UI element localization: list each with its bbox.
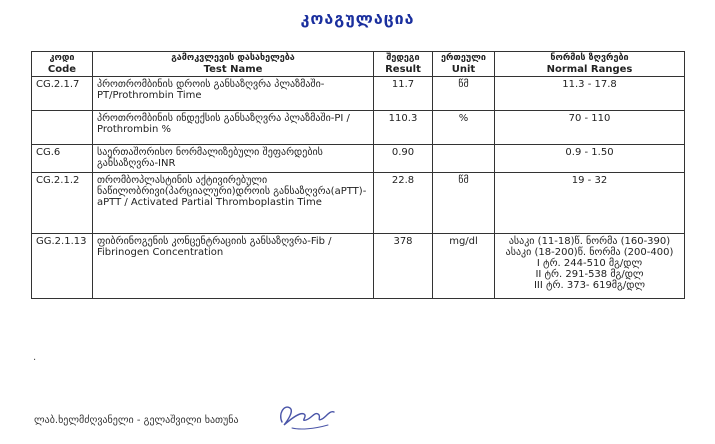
range-line: II ტრ. 291-538 მგ/დლ xyxy=(535,269,644,280)
header-code-ka: კოდი xyxy=(49,53,75,63)
cell-range: 0.9 - 1.50 xyxy=(495,145,685,173)
range-line: ასაკი (18-200)წ. ნორმა (200-400) xyxy=(505,247,674,258)
cell-test-name: თრომბოპლასტინის აქტივირებული ნაწილობრივი(პარციალური)დროის განსაზღვრა(aPTT)-aPTT / Activated Partial Thromboplastin Time xyxy=(93,173,374,234)
cell-unit: წმ xyxy=(433,173,495,234)
cell-result: 11.7 xyxy=(374,77,433,111)
header-code xyxy=(32,52,93,77)
header-unit xyxy=(433,52,495,77)
results-table xyxy=(31,51,685,299)
header-range-ka: ნორმის ზღვრები xyxy=(550,53,629,63)
header-unit-en: Unit xyxy=(451,64,476,75)
cell-range: 19 - 32 xyxy=(495,173,685,234)
table-row xyxy=(32,145,685,173)
cell-result: 378 xyxy=(374,234,433,299)
header-result-en: Result xyxy=(385,64,421,75)
cell-test-name: პროთრომბინის დროის განსაზღვრა პლაზმაში-PT/Prothrombin Time xyxy=(93,77,374,111)
header-test-en: Test Name xyxy=(203,64,263,75)
cell-code: GG.2.1.13 xyxy=(32,234,93,299)
handwritten-signature-icon xyxy=(270,392,340,437)
cell-test-name: პროთრომბინის ინდექსის განსაზღვრა პლაზმაში-PI / Prothrombin % xyxy=(93,111,374,145)
cell-range xyxy=(495,234,685,299)
cell-code: CG.6 xyxy=(32,145,93,173)
cell-code: CG.2.1.2 xyxy=(32,173,93,234)
header-range xyxy=(495,52,685,77)
cell-result: 22.8 xyxy=(374,173,433,234)
signature-caption: ლაბ.ხელმძღვანელი - გელაშვილი ხათუნა xyxy=(34,415,239,426)
header-range-en: Normal Ranges xyxy=(546,64,633,75)
header-result xyxy=(374,52,433,77)
cell-result: 110.3 xyxy=(374,111,433,145)
cell-unit xyxy=(433,145,495,173)
cell-range: 70 - 110 xyxy=(495,111,685,145)
table-header-row xyxy=(32,52,685,77)
range-line: ასაკი (11-18)წ. ნორმა (160-390) xyxy=(508,236,671,247)
table-row xyxy=(32,173,685,234)
cell-test-name: ფიბრინოგენის კონცენტრაციის განსაზღვრა-Fib / Fibrinogen Concentration xyxy=(93,234,374,299)
header-test-ka: გამოკვლევის დასახელება xyxy=(171,53,295,63)
header-unit-ka: ერთეული xyxy=(441,53,486,63)
table-row xyxy=(32,77,685,111)
cell-unit: წმ xyxy=(433,77,495,111)
stray-dot: . xyxy=(33,352,37,363)
cell-test-name: საერთაშორისო ნორმალიზებული შეფარდების განსაზღვრა-INR xyxy=(93,145,374,173)
table-row xyxy=(32,234,685,299)
cell-unit: % xyxy=(433,111,495,145)
range-line: III ტრ. 373- 619მგ/დლ xyxy=(533,280,646,291)
cell-result: 0.90 xyxy=(374,145,433,173)
header-test xyxy=(93,52,374,77)
cell-range: 11.3 - 17.8 xyxy=(495,77,685,111)
cell-unit: mg/dl xyxy=(433,234,495,299)
cell-code: CG.2.1.7 xyxy=(32,77,93,111)
range-line: I ტრ. 244-510 მგ/დლ xyxy=(536,258,643,269)
cell-code xyxy=(32,111,93,145)
header-code-en: Code xyxy=(47,64,77,75)
header-result-ka: შედეგი xyxy=(386,53,420,63)
table-row xyxy=(32,111,685,145)
page-title: კოაგულაცია xyxy=(300,9,415,28)
